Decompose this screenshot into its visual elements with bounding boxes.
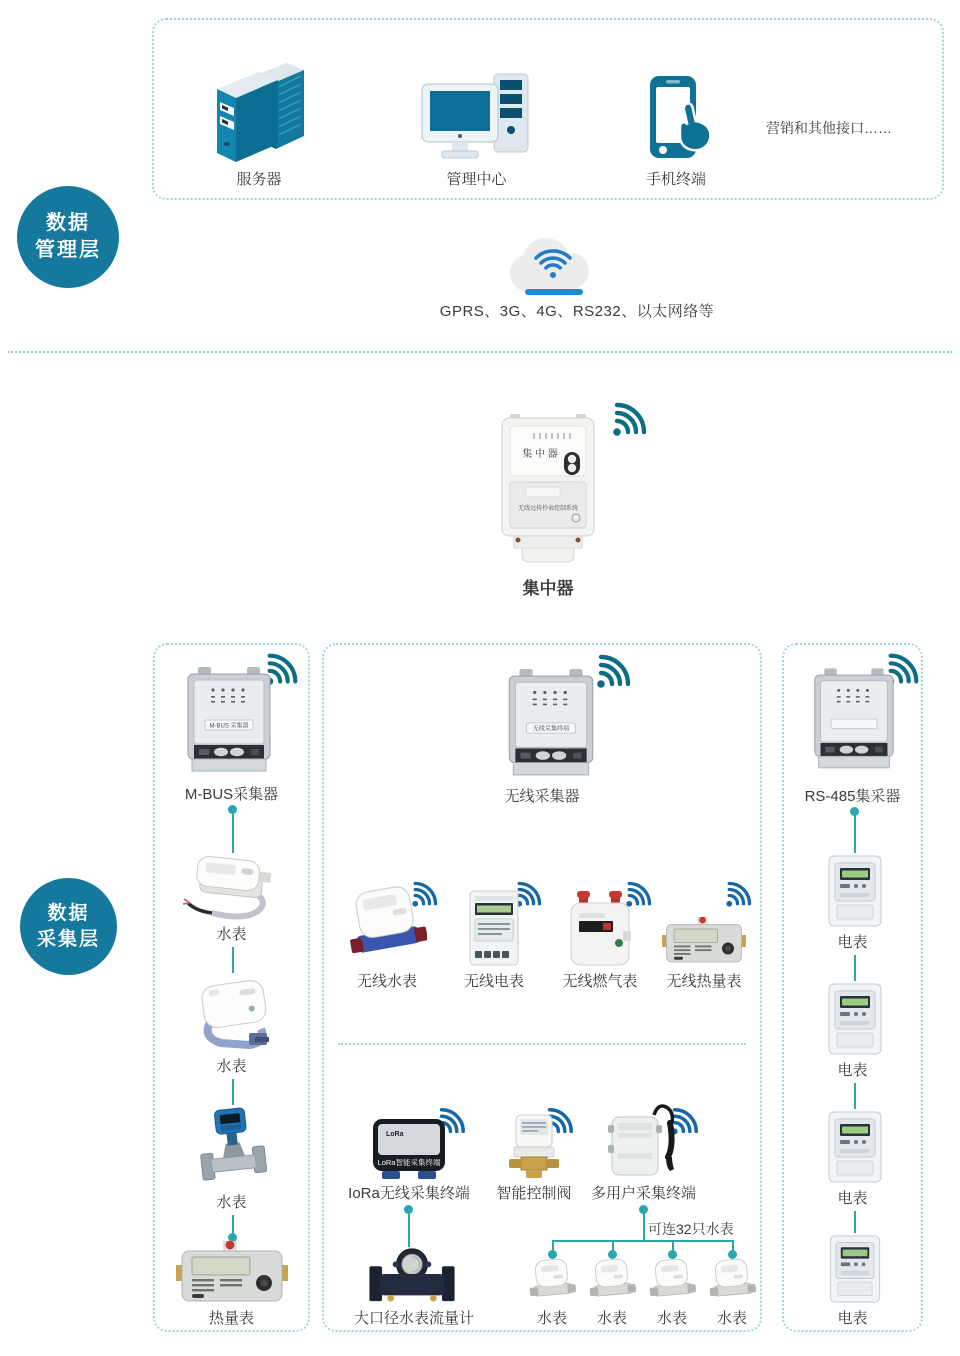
capacity-note: 可连32只水表 (648, 1221, 734, 1237)
large-flow-meter-label: 大口径水表流量计 (353, 1310, 474, 1327)
network-label: GPRS、3G、4G、RS232、以太网络等 (439, 303, 715, 320)
connector-line (643, 1213, 645, 1241)
wireless-electric-meter-device (466, 889, 522, 967)
sub-water-meter-device (588, 1257, 636, 1303)
concentrator-label: 集中器 (522, 579, 574, 598)
mbus-collector-face: M-BUS 采集器 (209, 723, 249, 730)
mbus-column-box (153, 643, 310, 1332)
water-meter-label: 水表 (216, 926, 247, 943)
rs485-collector-device (810, 665, 898, 775)
electric-meter-label: 电表 (837, 1190, 868, 1207)
network-cloud-icon (506, 236, 600, 300)
server-icon (209, 58, 309, 164)
water-meter-label: 水表 (216, 1194, 247, 1211)
lora-terminal-device (370, 1117, 448, 1181)
wireless-heat-meter-label: 无线热量表 (666, 973, 742, 990)
wireless-gas-meter-device (567, 891, 633, 967)
connector-line (854, 955, 856, 981)
badge-line: 数据 (47, 902, 90, 924)
concentrator-face-title: 集 中 器 (522, 449, 558, 460)
multiuser-terminal-group (586, 1105, 701, 1203)
inner-divider (338, 1043, 746, 1045)
electric-meter-device (824, 853, 886, 929)
wireless-collector-device (504, 667, 598, 781)
lora-face-text: LoRa智能采集终端 (377, 1158, 441, 1167)
management-layer-badge (17, 186, 119, 288)
sub-water-meter-label: 水表 (656, 1310, 687, 1327)
connector-line (232, 813, 234, 853)
heat-meter-device (176, 1241, 288, 1305)
wireless-gas-meter-label: 无线燃气表 (562, 973, 638, 990)
multiuser-terminal-device (604, 1101, 684, 1181)
connector-line (854, 815, 856, 853)
wireless-water-meter-group (334, 879, 440, 991)
rs485-column-box (782, 643, 923, 1332)
layer-separator (8, 351, 952, 353)
electric-meter-device (824, 1233, 886, 1305)
sub-water-meter-label: 水表 (596, 1310, 627, 1327)
smart-valve-label: 智能控制阀 (496, 1185, 572, 1202)
mbus-collector-label: M-BUS采集器 (184, 786, 279, 803)
lora-terminal-label: IoRa无线采集终端 (348, 1185, 470, 1202)
phone-label: 手机终端 (645, 171, 706, 188)
lora-logo: LoRa (386, 1131, 404, 1138)
water-meter-label: 水表 (216, 1058, 247, 1075)
concentrator-wifi-icon (610, 399, 650, 439)
electric-meter-label: 电表 (837, 1062, 868, 1079)
connector-line (232, 947, 234, 973)
wireless-electric-meter-label: 无线电表 (463, 973, 524, 990)
connector-line (232, 1079, 234, 1105)
smart-valve-device (509, 1113, 559, 1181)
wifi-icon (724, 879, 754, 909)
wireless-electric-meter-group (444, 879, 544, 991)
connector-line (552, 1240, 734, 1242)
water-meter-device (182, 855, 282, 921)
wireless-water-meter-label: 无线水表 (356, 973, 417, 990)
wireless-collector-wifi-icon (594, 651, 634, 691)
electric-meter-label: 电表 (837, 934, 868, 951)
water-meter-device (188, 1105, 278, 1189)
wireless-collector-face: 无线采集终端 (532, 725, 570, 733)
connector-line (854, 1083, 856, 1109)
badge-line: 数据 (46, 212, 90, 234)
phone-icon (640, 74, 718, 166)
badge-line: 管理层 (35, 239, 101, 261)
sub-water-meter-device (648, 1257, 696, 1303)
collection-layer-badge (20, 878, 117, 975)
server-label: 服务器 (236, 171, 282, 188)
multiuser-terminal-label: 多用户采集终端 (590, 1185, 696, 1202)
sub-water-meter-device (708, 1257, 756, 1303)
sub-water-meter-device (528, 1257, 576, 1303)
connector-line (854, 1211, 856, 1233)
water-meter-device (191, 975, 277, 1053)
sub-water-meter-label: 水表 (536, 1310, 567, 1327)
smart-valve-group (484, 1105, 584, 1203)
large-flow-meter-device (366, 1245, 458, 1305)
wireless-column-box (322, 643, 762, 1332)
heat-meter-label: 热量表 (208, 1310, 254, 1327)
wireless-heat-meter-device (662, 917, 746, 965)
wireless-gas-meter-group (546, 879, 654, 991)
wireless-water-meter-device (347, 885, 427, 967)
mbus-collector-device (183, 665, 275, 777)
connector-line (232, 1215, 234, 1235)
wireless-heat-meter-group (654, 879, 754, 991)
electric-meter-device (824, 981, 886, 1057)
rs485-collector-label: RS-485集采器 (804, 788, 901, 805)
management-center-icon (416, 72, 536, 168)
management-center-label: 管理中心 (446, 171, 507, 188)
wireless-collector-label: 无线采集器 (504, 788, 580, 805)
management-layer-box (152, 18, 944, 200)
concentrator-device (496, 412, 600, 564)
electric-meter-label: 电表 (837, 1310, 868, 1327)
other-interfaces-note: 营销和其他接口…… (766, 120, 892, 136)
electric-meter-device (824, 1109, 886, 1185)
badge-line: 采集层 (36, 928, 100, 950)
sub-water-meter-label: 水表 (716, 1310, 747, 1327)
lora-terminal-group (344, 1105, 474, 1203)
concentrator-face-subtitle: 无线远传抄表控制系统 (517, 506, 579, 512)
connector-line (408, 1213, 410, 1247)
